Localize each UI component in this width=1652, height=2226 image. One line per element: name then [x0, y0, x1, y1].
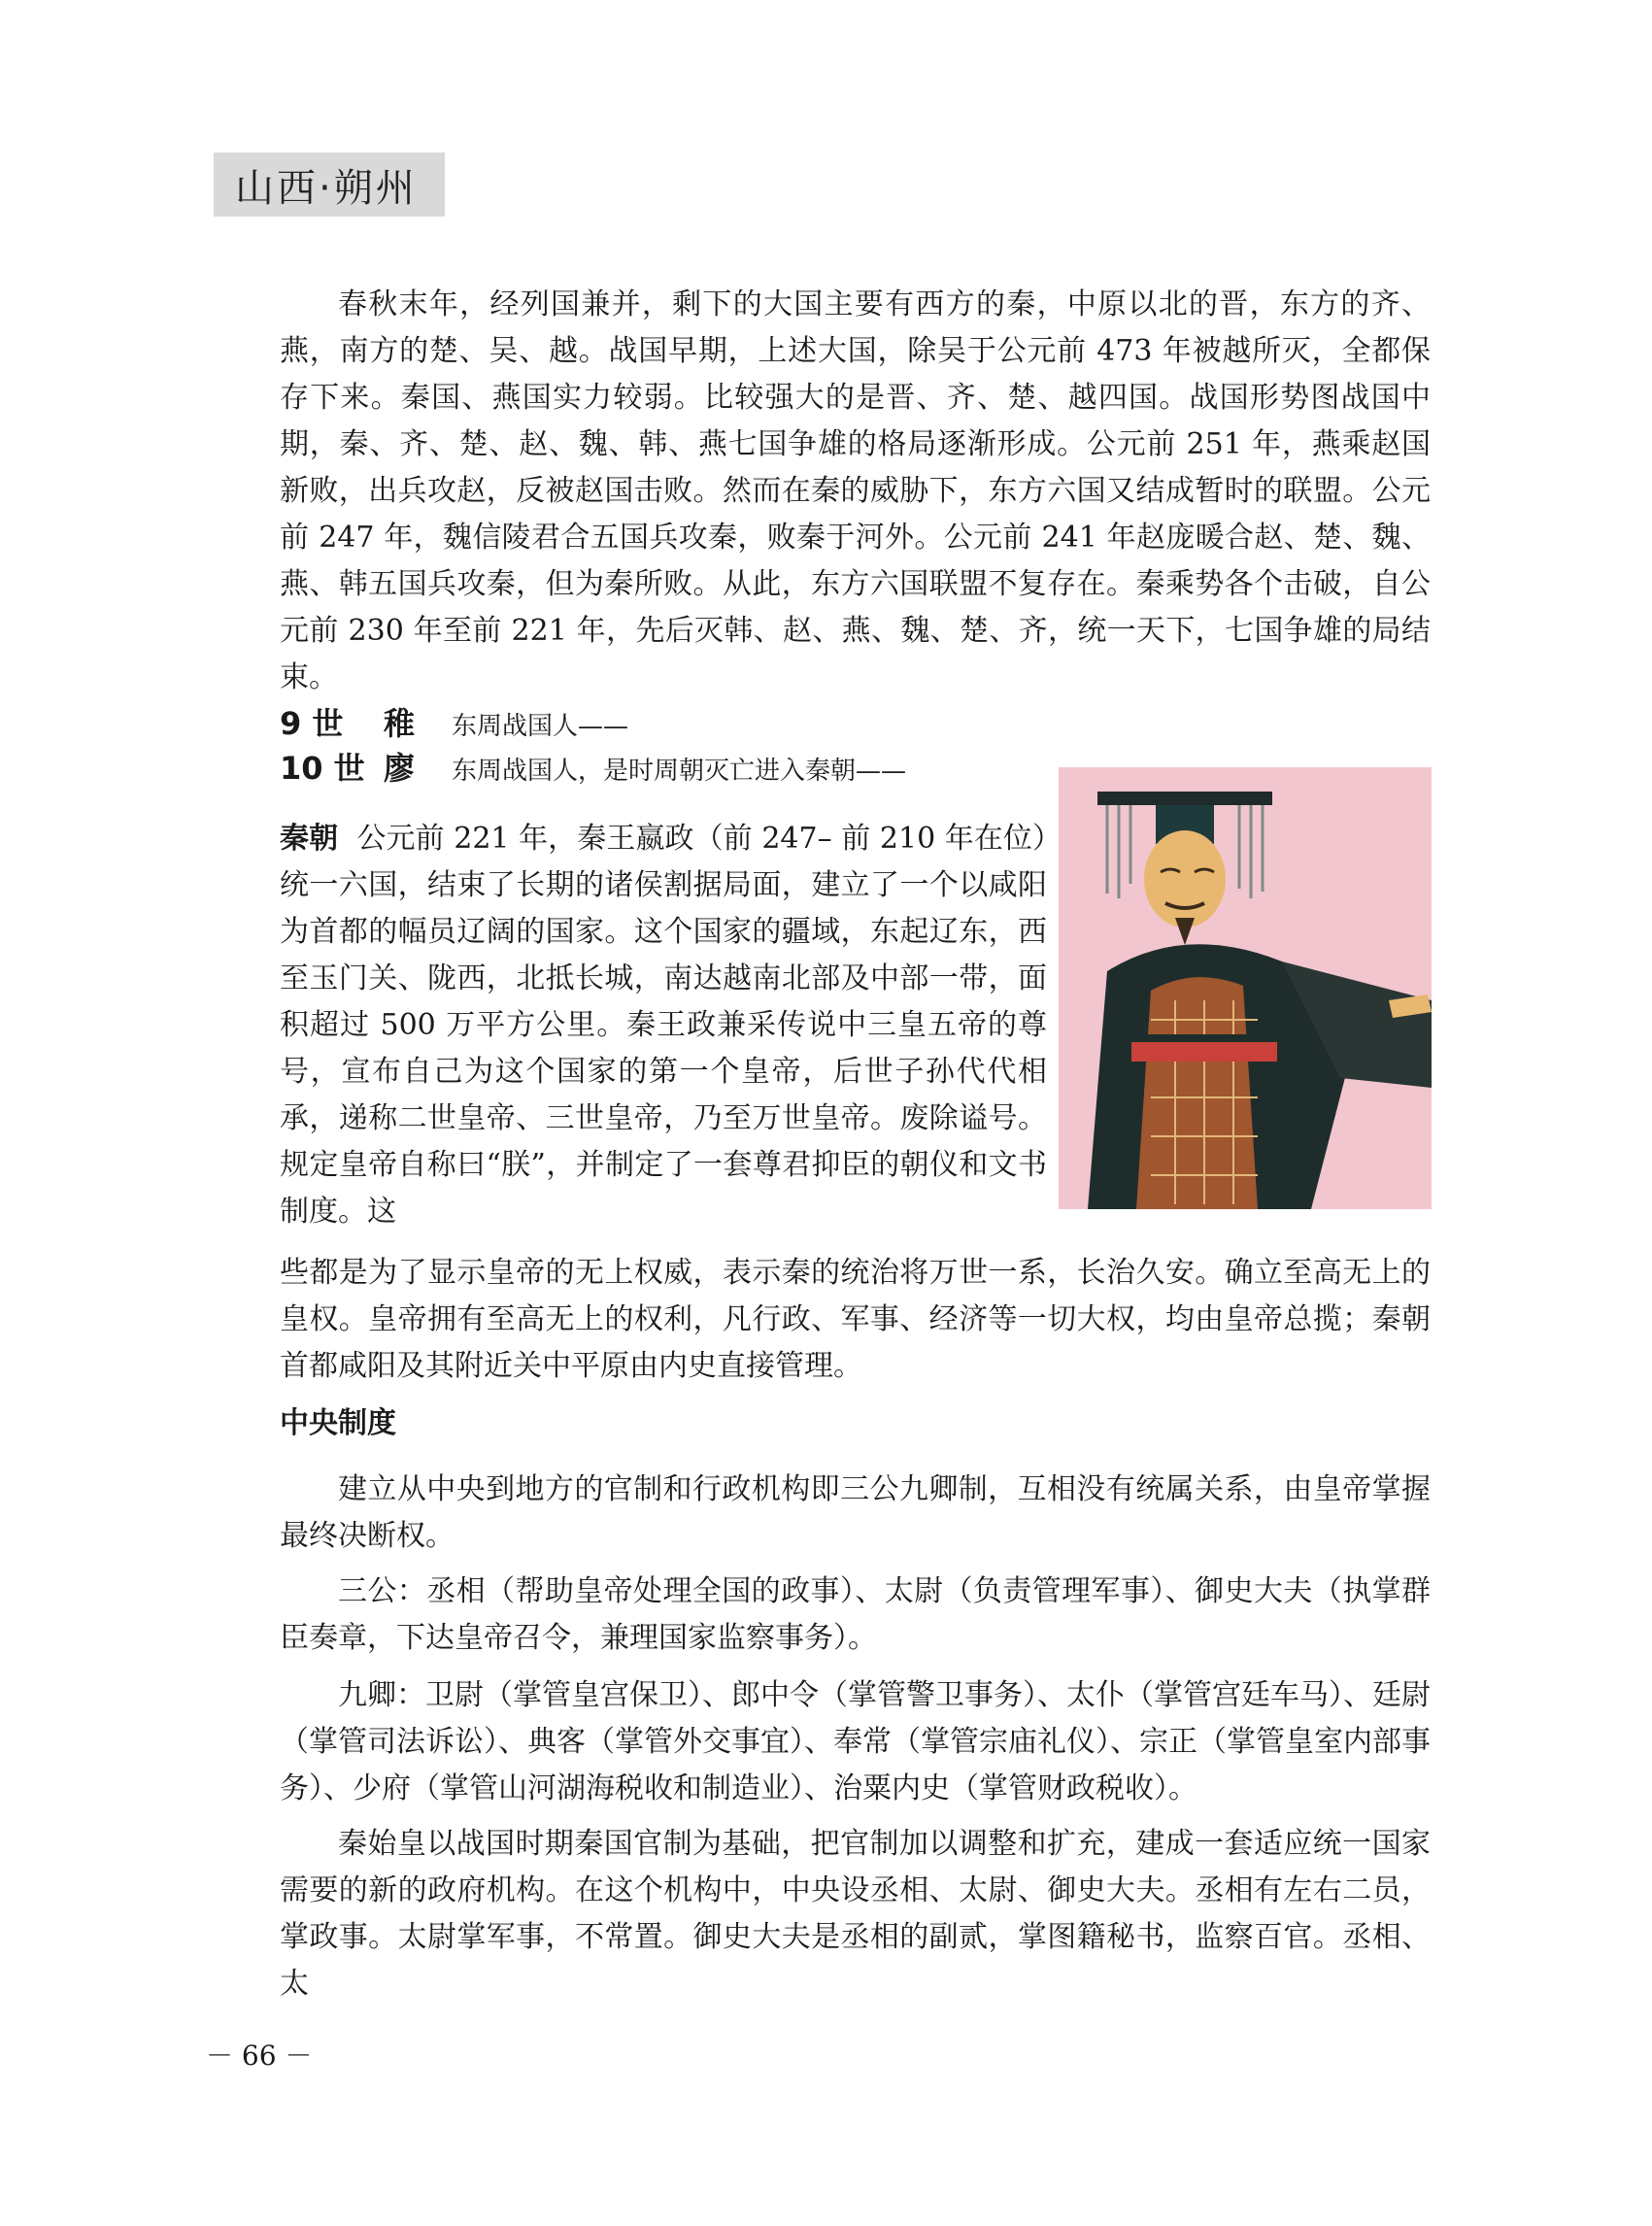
- person-name: 廖: [384, 750, 416, 787]
- person-description: 东周战国人——: [452, 712, 629, 741]
- person-name: 稚: [384, 705, 416, 742]
- qin-shi-huang-portrait: [1059, 767, 1432, 1209]
- central-paragraph: 建立从中央到地方的官制和行政机构即三公九卿制，互相没有统属关系，由皇帝掌握最终决断权。: [280, 1472, 1431, 1553]
- section-title: 中央制度: [280, 1406, 396, 1440]
- generation-number: 9 世: [280, 705, 344, 742]
- central-paragraph: 九卿：卫尉（掌管皇宫保卫）、郎中令（掌管警卫事务）、太仆（掌管宫廷车马）、廷尉（掌管司法诉讼）、典客（掌管外交事宜）、奉常（掌管宗庙礼仪）、宗正（掌管皇室内部事务）、少府（掌管山河湖海税收和制造业）、治粟内史（掌管财政税收）。: [280, 1678, 1431, 1805]
- qin-dynasty-paragraph: [280, 816, 1047, 1235]
- person-description: 东周战国人，是时周朝灭亡进入秦朝——: [452, 757, 907, 786]
- header-title: 山西·朔州: [235, 165, 418, 211]
- page-header-label: [214, 152, 445, 217]
- qin-lead-term: 秦朝: [280, 822, 339, 856]
- central-paragraph: 三公：丞相（帮助皇帝处理全国的政事）、太尉（负责管理军事）、御史大夫（执掌群臣奏章，下达皇帝召令，兼理国家监察事务）。: [280, 1574, 1431, 1655]
- qin-wrapped-text: 公元前 221 年，秦王嬴政（前 247– 前 210 年在位）统一六国，结束了长期的诸侯割据局面，建立了一个以咸阳为首都的幅员辽阔的国家。这个国家的疆域，东起辽东，西至玉门关、陇西，北抵长城，南达越南北部及中部一带，面积超过 500 万平方公里。秦王政兼采传说中三皇五帝的尊号，宣布自己为这个国家的第一个皇帝，后世子孙代代相承，递称二世皇帝、三世皇帝，乃至万世皇帝。废除谥号。规定皇帝自称曰“朕”，并制定了一套尊君抑臣的朝仪和文书制度。这: [280, 822, 1048, 1229]
- page-number: － 66 －: [206, 2040, 313, 2072]
- intro-paragraph: 春秋末年，经列国兼并，剩下的大国主要有西方的秦，中原以北的晋，东方的齐、燕，南方的楚、吴、越。战国早期，上述大国，除吴于公元前 473 年被越所灭，全都保存下来。秦国、燕国实力较弱。比较强大的是晋、齐、楚、越四国。战国形势图战国中期，秦、齐、楚、赵、魏、韩、燕七国争雄的格局逐渐形成。公元前 251 年，燕乘赵国新败，出兵攻赵，反被赵国击败。然而在秦的威胁下，东方六国又结成暂时的联盟。公元前 247 年，魏信陵君合五国兵攻秦，败秦于河外。公元前 241 年赵庞暖合赵、楚、魏、燕、韩五国兵攻秦，但为秦所败。从此，东方六国联盟不复存在。秦乘势各个击破，自公元前 230 年至前 221 年，先后灭韩、赵、燕、魏、楚、齐，统一天下，七国争雄的局结束。: [280, 287, 1431, 694]
- central-paragraph: 秦始皇以战国时期秦国官制为基础，把官制加以调整和扩充，建成一套适应统一国家需要的新的政府机构。在这个机构中，中央设丞相、太尉、御史大夫。丞相有左右二员，掌政事。太尉掌军事，不常置。御史大夫是丞相的副贰，掌图籍秘书，监察百官。丞相、太: [280, 1827, 1431, 2001]
- generation-number: 10 世: [280, 750, 365, 787]
- qin-continued-text: 些都是为了显示皇帝的无上权威，表示秦的统治将万世一系，长治久安。确立至高无上的皇权。皇帝拥有至高无上的权利，凡行政、军事、经济等一切大权，均由皇帝总揽；秦朝首都咸阳及其附近关中平原由内史直接管理。: [280, 1256, 1431, 1383]
- genealogy-row: [280, 744, 907, 787]
- genealogy-row: [280, 699, 629, 742]
